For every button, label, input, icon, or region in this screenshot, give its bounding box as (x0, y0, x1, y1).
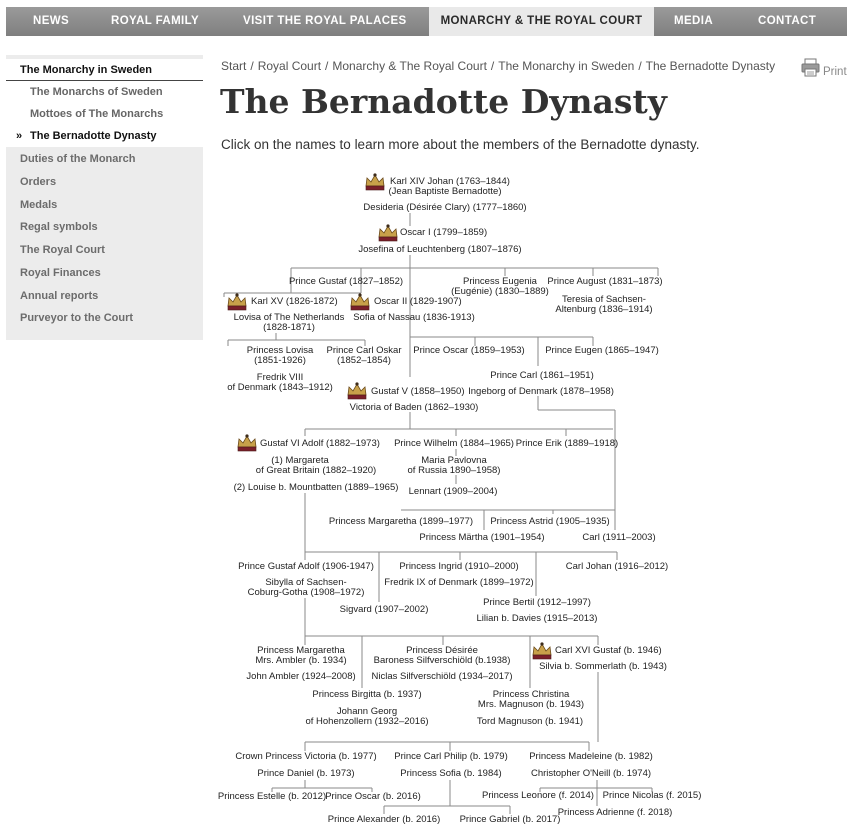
person-prince-oscar-1859[interactable]: Prince Oscar (1859–1953) (413, 345, 525, 356)
crown-icon (531, 640, 553, 662)
person-prince-august[interactable]: Prince August (1831–1873) (547, 276, 663, 287)
sidebar-item-bernadotte-dynasty[interactable] (6, 125, 203, 147)
person-teresia-years[interactable]: Altenburg (1836–1914) (555, 304, 653, 315)
print-label: Print (823, 66, 847, 78)
person-princess-leonore[interactable]: Princess Leonore (f. 2014) (482, 790, 594, 801)
breadcrumb-start[interactable]: Start (221, 59, 247, 73)
person-louise-mountbatten[interactable]: (2) Louise b. Mountbatten (1889–1965) (233, 482, 399, 493)
nav-visit-royal-palaces[interactable]: VISIT THE ROYAL PALACES (243, 15, 407, 27)
person-victoria-baden[interactable]: Victoria of Baden (1862–1930) (349, 402, 479, 413)
breadcrumb-monarchy-royal-court[interactable]: Monarchy & The Royal Court (332, 59, 487, 73)
breadcrumb-separator: / (638, 59, 642, 73)
sidebar-item-duties[interactable]: Duties of the Monarch (20, 153, 136, 165)
person-prince-erik[interactable]: Prince Erik (1889–1918) (515, 438, 619, 449)
person-gustaf-vi-adolf[interactable]: Gustaf VI Adolf (1882–1973) (260, 438, 380, 449)
breadcrumb-separator: / (325, 59, 329, 73)
person-john-ambler[interactable]: John Ambler (1924–2008) (246, 671, 356, 682)
person-prince-gabriel[interactable]: Prince Gabriel (b. 2017) (459, 814, 561, 825)
breadcrumb-separator: / (250, 59, 254, 73)
person-prince-bertil[interactable]: Prince Bertil (1912–1997) (483, 597, 591, 608)
person-princess-christina-alias[interactable]: Mrs. Magnuson (b. 1943) (477, 699, 585, 710)
sidebar-item-medals[interactable]: Medals (20, 199, 58, 211)
person-lovisa-netherlands-years[interactable]: (1828-1871) (263, 322, 315, 333)
person-prince-oscar-2016[interactable]: Prince Oscar (b. 2016) (325, 791, 421, 802)
person-princess-birgitta[interactable]: Princess Birgitta (b. 1937) (312, 689, 422, 700)
person-gustaf-v[interactable]: Gustaf V (1858–1950) (371, 386, 465, 397)
person-princess-margaretha-1934-alias[interactable]: Mrs. Ambler (b. 1934) (255, 655, 347, 666)
print-button[interactable] (801, 58, 851, 80)
person-princess-adrienne[interactable]: Princess Adrienne (f. 2018) (557, 807, 673, 818)
crown-icon (364, 171, 386, 193)
person-karl-xiv-johan[interactable]: Karl XIV Johan (1763–1844) (390, 176, 510, 187)
person-princess-martha[interactable]: Princess Märtha (1901–1954) (419, 532, 545, 543)
person-sofia-nassau[interactable]: Sofia of Nassau (1836-1913) (353, 312, 475, 323)
person-princess-margaretha-1934[interactable]: Princess Margaretha (257, 645, 345, 656)
crown-icon (236, 432, 258, 454)
sidebar-item-purveyor[interactable]: Purveyor to the Court (20, 312, 134, 324)
person-princess-sofia[interactable]: Princess Sofia (b. 1984) (400, 768, 502, 779)
sidebar-item-royal-court[interactable]: The Royal Court (20, 244, 105, 256)
person-prince-carl-oskar[interactable]: Prince Carl Oskar (326, 345, 402, 356)
person-princess-ingrid[interactable]: Princess Ingrid (1910–2000) (399, 561, 519, 572)
person-tord-magnuson[interactable]: Tord Magnuson (b. 1941) (476, 716, 584, 727)
person-niclas-silfverschiold[interactable]: Niclas Silfverschiöld (1934–2017) (371, 671, 513, 682)
person-prince-carl-philip[interactable]: Prince Carl Philip (b. 1979) (394, 751, 508, 762)
person-desideria[interactable]: Desideria (Désirée Clary) (1777–1860) (363, 202, 527, 213)
person-fredrik-viii[interactable]: Fredrik VIII (256, 372, 304, 383)
sidebar-item-annual-reports[interactable]: Annual reports (20, 290, 99, 302)
person-sibylla-years[interactable]: Coburg-Gotha (1908–1972) (247, 587, 365, 598)
person-prince-gustaf[interactable]: Prince Gustaf (1827–1852) (288, 276, 404, 287)
person-prince-eugen[interactable]: Prince Eugen (1865–1947) (545, 345, 659, 356)
crown-icon (346, 380, 368, 402)
person-princess-madeleine[interactable]: Princess Madeleine (b. 1982) (529, 751, 653, 762)
sidebar-item-monarchy-in-sweden[interactable]: The Monarchy in Sweden (6, 59, 203, 81)
person-lilian[interactable]: Lilian b. Davies (1915–2013) (476, 613, 598, 624)
nav-contact[interactable]: CONTACT (758, 15, 817, 27)
sidebar-item-label: The Bernadotte Dynasty (30, 130, 157, 142)
breadcrumb-separator: / (490, 59, 495, 73)
sidebar-item-regal-symbols[interactable]: Regal symbols (20, 221, 98, 233)
person-carl-1911[interactable]: Carl (1911–2003) (582, 532, 656, 543)
person-prince-gustaf-adolf[interactable]: Prince Gustaf Adolf (1906-1947) (238, 561, 374, 572)
person-princess-eugenia[interactable]: Princess Eugenia (463, 276, 537, 287)
breadcrumb (221, 59, 775, 73)
person-princess-christina[interactable]: Princess Christina (492, 689, 570, 700)
person-princess-astrid[interactable]: Princess Astrid (1905–1935) (490, 516, 610, 527)
person-princess-lovisa[interactable]: Princess Lovisa (246, 345, 314, 356)
person-prince-nicolas[interactable]: Prince Nicolas (f. 2015) (602, 790, 702, 801)
person-johann-georg-years[interactable]: of Hohenzollern (1932–2016) (305, 716, 429, 727)
crown-icon (226, 291, 248, 313)
person-princess-lovisa-years[interactable]: (1851-1926) (254, 355, 306, 366)
person-maria-pavlovna-years[interactable]: of Russia 1890–1958) (407, 465, 501, 476)
nav-media[interactable]: MEDIA (674, 15, 714, 27)
sidebar-item-mottoes[interactable]: Mottoes of The Monarchs (6, 103, 203, 125)
person-karl-xiv-johan-alias[interactable]: (Jean Baptiste Bernadotte) (388, 186, 502, 197)
person-maria-pavlovna[interactable]: Maria Pavlovna (421, 455, 487, 466)
person-oscar-i[interactable]: Oscar I (1799–1859) (400, 227, 488, 238)
person-teresia[interactable]: Teresia of Sachsen- (562, 294, 646, 305)
sidebar-item-orders[interactable]: Orders (20, 176, 57, 188)
person-margareta-gb-years[interactable]: of Great Britain (1882–1920) (255, 465, 377, 476)
sidebar-item-monarchs-of-sweden[interactable]: The Monarchs of Sweden (6, 81, 203, 103)
person-prince-carl-1861[interactable]: Prince Carl (1861–1951) (490, 370, 594, 381)
person-princess-margaretha-1899[interactable]: Princess Margaretha (1899–1977) (328, 516, 474, 527)
person-karl-xv[interactable]: Karl XV (1826-1872) (251, 296, 338, 307)
person-prince-daniel[interactable]: Prince Daniel (b. 1973) (257, 768, 355, 779)
person-josefina[interactable]: Josefina of Leuchtenberg (1807–1876) (358, 244, 522, 255)
person-sigvard[interactable]: Sigvard (1907–2002) (339, 604, 429, 615)
person-crown-princess-victoria[interactable]: Crown Princess Victoria (b. 1977) (235, 751, 377, 762)
breadcrumb-monarchy-in-sweden[interactable]: The Monarchy in Sweden (498, 59, 635, 73)
person-fredrik-viii-years[interactable]: of Denmark (1843–1912) (227, 382, 333, 393)
person-sibylla[interactable]: Sibylla of Sachsen- (265, 577, 347, 588)
main-navigation (6, 7, 847, 36)
person-carl-xvi-gustaf[interactable]: Carl XVI Gustaf (b. 1946) (555, 645, 662, 656)
page-title: The Bernadotte Dynasty (220, 82, 667, 121)
person-margareta-gb[interactable]: (1) Margareta (271, 455, 329, 466)
person-princess-desiree-title[interactable]: Baroness Silfverschiöld (b.1938) (373, 655, 511, 666)
person-princess-estelle[interactable]: Princess Estelle (b. 2012) (217, 791, 327, 802)
crown-icon (349, 291, 371, 313)
person-princess-desiree[interactable]: Princess Désirée (406, 645, 478, 656)
person-prince-alexander[interactable]: Prince Alexander (b. 2016) (327, 814, 441, 825)
person-prince-wilhelm[interactable]: Prince Wilhelm (1884–1965) (394, 438, 514, 449)
breadcrumb-royal-court[interactable]: Royal Court (257, 59, 322, 73)
person-ingeborg[interactable]: Ingeborg of Denmark (1878–1958) (468, 386, 614, 397)
person-silvia[interactable]: Silvia b. Sommerlath (b. 1943) (539, 661, 667, 672)
person-oscar-ii[interactable]: Oscar II (1829-1907) (374, 296, 462, 307)
person-carl-johan[interactable]: Carl Johan (1916–2012) (565, 561, 669, 572)
sidebar-item-royal-finances[interactable]: Royal Finances (20, 267, 101, 279)
current-page-marker: » (16, 130, 23, 142)
person-princess-eugenia-alias[interactable]: (Eugénie) (1830–1889) (451, 286, 549, 297)
person-fredrik-ix[interactable]: Fredrik IX of Denmark (1899–1972) (384, 577, 534, 588)
intro-text: Click on the names to learn more about the members of the Bernadotte dynasty. (221, 137, 700, 152)
sidebar (6, 55, 203, 340)
nav-news[interactable]: NEWS (33, 15, 70, 27)
person-christopher-oneill[interactable]: Christopher O'Neill (b. 1974) (530, 768, 652, 779)
printer-icon (801, 58, 820, 77)
person-johann-georg[interactable]: Johann Georg (336, 706, 398, 717)
crown-icon (377, 222, 399, 244)
person-lennart[interactable]: Lennart (1909–2004) (408, 486, 498, 497)
breadcrumb-current: The Bernadotte Dynasty (645, 59, 776, 73)
nav-royal-family[interactable]: ROYAL FAMILY (111, 15, 200, 27)
person-lovisa-netherlands[interactable]: Lovisa of The Netherlands (233, 312, 345, 323)
person-prince-carl-oskar-years[interactable]: (1852–1854) (337, 355, 391, 366)
nav-monarchy-royal-court[interactable]: MONARCHY & THE ROYAL COURT (429, 7, 654, 36)
